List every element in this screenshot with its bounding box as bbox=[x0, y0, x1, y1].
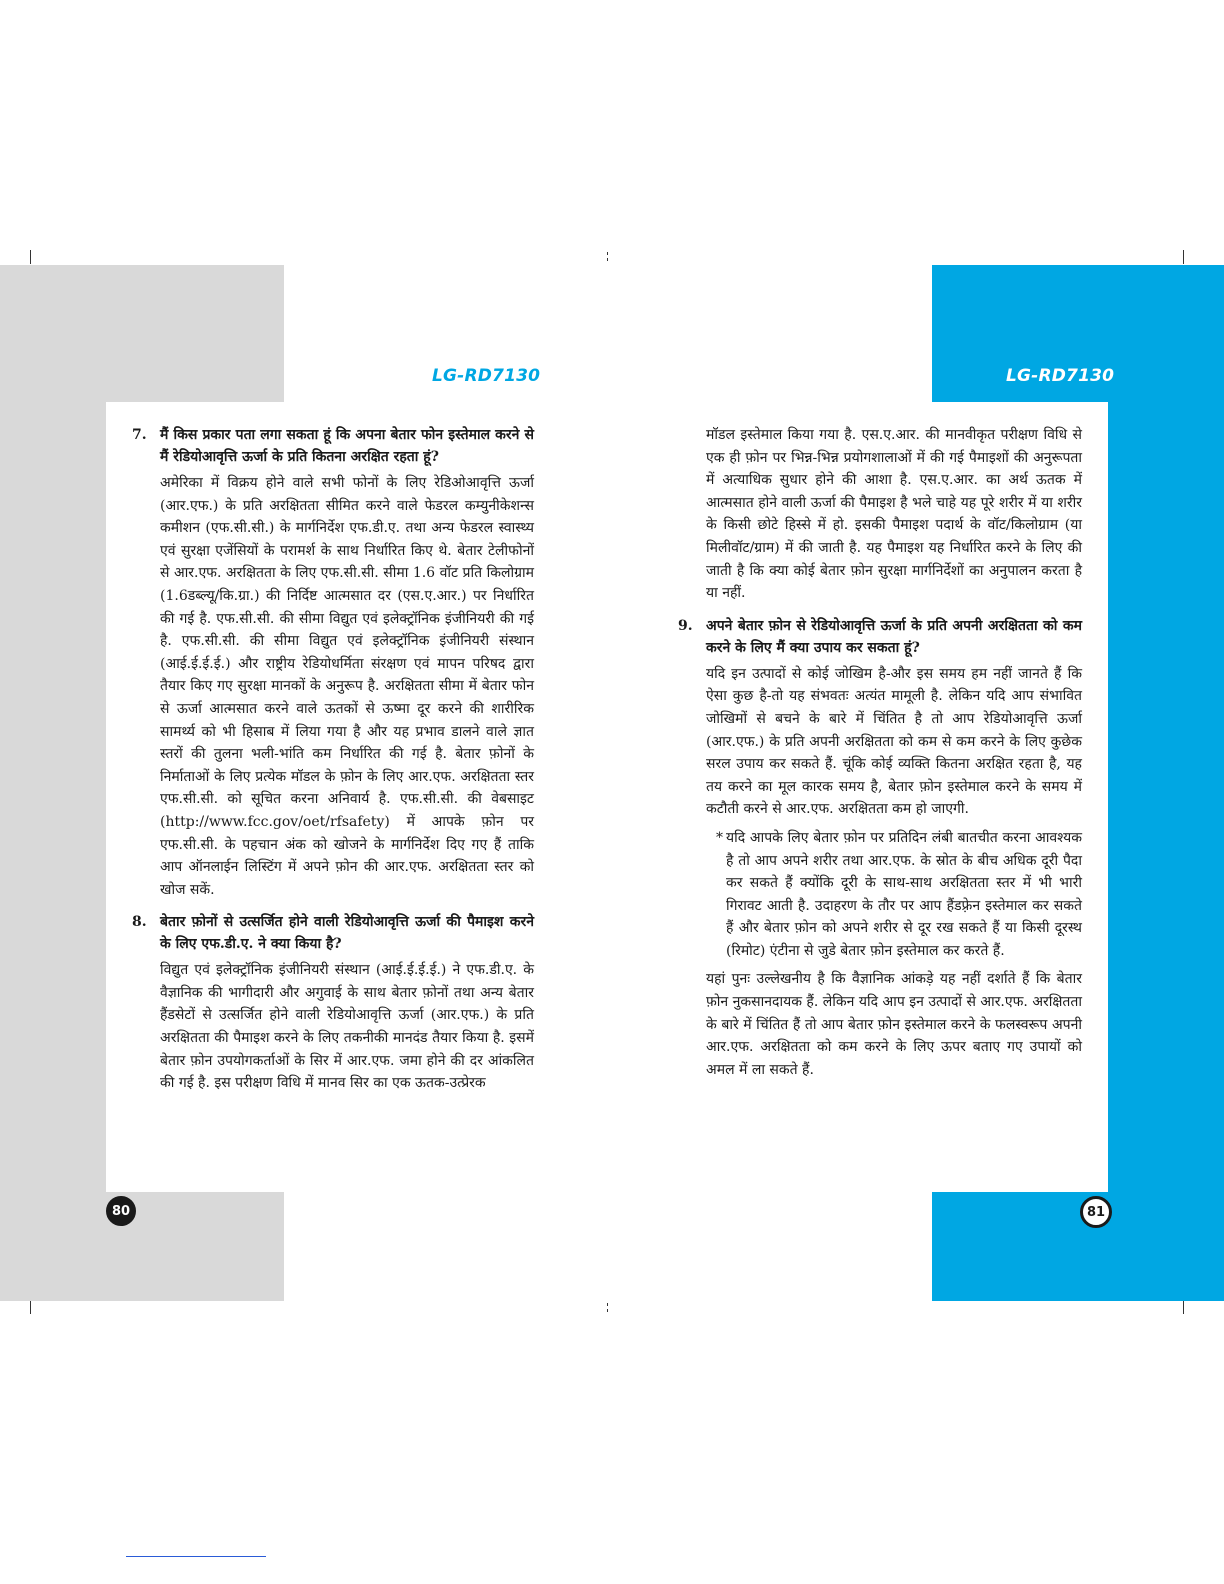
crop-mark bbox=[607, 258, 608, 261]
answer-8-continued: मॉडल इस्तेमाल किया गया है. एस.ए.आर. की मानवीकृत परीक्षण विधि से एक ही फ़ोन पर भिन्न-भिन्न प्रयोगशालाओं में की गई पैमाइशों की अनुरूपता में अत्याधिक सुधार होने की आशा है. एस.ए.आर. का अर्थ ऊतक में आत्मसात होने वाली ऊर्जा की पैमाइश है भले चाहे यह पूरे शरीर में या शरीर के किसी छोटे हिस्से में हो. इसकी पैमाइश पदार्थ के वॉट/किलोग्राम (या मिलीवॉट/ग्राम) में की जाती है. यह पैमाइश यह निर्धारित करने के लिए की जाती है कि क्या कोई बेतार फ़ोन सुरक्षा मार्गनिर्देशों का अनुपालन करता है या नहीं. bbox=[706, 427, 1082, 602]
right-page-content bbox=[676, 424, 1082, 1081]
crop-mark bbox=[607, 1309, 608, 1312]
bullet-mark: * bbox=[716, 829, 723, 846]
answer-8: विद्युत एवं इलेक्ट्रॉनिक इंजीनियरी संस्थान (आई.ई.ई.ई.) ने एफ.डी.ए. के वैज्ञानिक की भागीदारी और अगुवाई के साथ बेतार फ़ोनों तथा अन्य बेतार हैंडसेटों से उत्सर्जित होने वाली रेडियोआवृत्ति ऊर्जा (आर.एफ.) के प्रति अरक्षितता की पैमाइश करने के लिए तकनीकी मानदंड तैयार किया है. इसमें बेतार फ़ोन उपयोगकर्ताओं के सिर में आर.एफ. जमा होने की दर आंकलित की गई है. इस परीक्षण विधि में मानव सिर का एक ऊतक-उत्प्रेरक bbox=[160, 962, 534, 1092]
question-title: अपने बेतार फ़ोन से रेडियोआवृत्ति ऊर्जा के प्रति अपनी अरक्षितता को कम करने के लिए मैं क्या उपाय कर सकता हूं? bbox=[706, 617, 1082, 656]
question-title: मैं किस प्रकार पता लगा सकता हूं कि अपना बेतार फोन इस्तेमाल करने से मैं रेडियोआवृत्ति ऊर्जा के प्रति कितना अरक्षित रहता हूं? bbox=[160, 427, 534, 465]
crop-mark bbox=[1183, 1300, 1184, 1314]
crop-mark bbox=[1183, 250, 1184, 264]
crop-mark bbox=[30, 1300, 31, 1314]
left-page-content bbox=[130, 424, 534, 1095]
model-header-right: LG-RD7130 bbox=[1006, 366, 1115, 386]
bullet-text: यदि आपके लिए बेतार फ़ोन पर प्रतिदिन लंबी बातचीत करना आवश्यक है तो आप अपने शरीर तथा आर.एफ. के स्रोत के बीच अधिक दूरी पैदा कर सकते हैं क्योंकि दूरी के साथ-साथ अरक्षितता स्तर में भी भारी गिरावट आती है. उदाहरण के तौर पर आप हैंडफ़्रेन इस्तेमाल कर सकते हैं और बेतार फ़ोन को अपने शरीर से दूर रख सकते हैं या किसी दूरस्थ (रिमोट) एंटीना से जुडे बेतार फ़ोन इस्तेमाल कर करते हैं. bbox=[726, 829, 1082, 959]
crop-mark bbox=[607, 252, 608, 255]
answer-9: यदि इन उत्पादों से कोई जोखिम है-और इस समय हम नहीं जानते हैं कि ऐसा कुछ है-तो यह संभवतः अत्यंत मामूली है. लेकिन यदि आप संभावित जोखिमों से बचने के बारे में चिंतित है तो आप रेडियोआवृत्ति ऊर्जा (आर.एफ.) के प्रति अपनी अरक्षितता को कम से कम करने के लिए कुछेक सरल उपाय कर सकते हैं. चूंकि कोई व्यक्ति कितना अरक्षित रहता है, यह तय करने का मूल कारक समय है, बेतार फ़ोन इस्तेमाल करने के समय में कटौती करने से आर.एफ. अरक्षितता कम हो जाएगी. bbox=[706, 665, 1082, 818]
crop-mark bbox=[30, 250, 31, 264]
question-9 bbox=[676, 615, 1082, 659]
bottom-rule bbox=[126, 1556, 266, 1557]
question-7 bbox=[130, 424, 534, 468]
crop-mark bbox=[607, 1303, 608, 1306]
answer-7: अमेरिका में विक्रय होने वाले सभी फोनों के लिए रेडिओआवृत्ति ऊर्जा (आर.एफ.) के प्रति अरक्षितता सीमित करने वाले फेडरल कम्युनीकेशन्स कमीशन (एफ.सी.सी.) के मार्गनिर्देश एफ.डी.ए. तथा अन्य फेडरल स्वास्थ्य एवं सुरक्षा एजेंसियों के परामर्श के साथ निर्धारित किए थे. बेतार टेलीफोनों से आर.एफ. अरक्षितता के लिए एफ.सी.सी. सीमा 1.6 वॉट प्रति किलोग्राम (1.6डब्ल्यू/कि.ग्रा.) की निर्दिष्ट आत्मसात दर (एस.ए.आर.) पर निर्धारित की गई है. एफ.सी.सी. की सीमा विद्युत एवं इलेक्ट्रॉनिक इंजीनियरी की गई है. एफ.सी.सी. की सीमा विद्युत एवं इलेक्ट्रॉनिक इंजीनियरी संस्थान (आई.ई.ई.ई.) और राष्ट्रीय रेडियोधर्मिता संरक्षण एवं मापन परिषद द्वारा तैयार किए गए सुरक्षा मानकों के अनुरूप है. अरक्षितता सीमा में बेतार फोन से ऊर्जा आत्मसात करने वाले ऊतकों से ऊष्मा दूर करने की शारीरिक सामर्थ्य को भी हिसाब में लिया गया है और यह प्रभाव डालने वाले ज्ञात स्तरों की तुलना भली-भांति कम निर्धारित की गई है. बेतार फ़ोनों के निर्माताओं के लिए प्रत्येक मॉडल के फ़ोन के लिए आर.एफ. अरक्षितता स्तर एफ.सी.सी. को सूचित करना अनिवार्य है. एफ.सी.सी. की वेबसाइट (http://www.fcc.gov/oet/rfsafety) में आपके फ़ोन पर एफ.सी.सी. के पहचान अंक को खोजने के मार्गनिर्देश दिए गए हैं ताकि आप ऑनलाईन लिस्टिंग में अपने फ़ोन की आर.एफ. अरक्षितता स्तर को खोज सकें. bbox=[160, 475, 534, 898]
bullet-item bbox=[676, 827, 1082, 963]
page-number-left: 80 bbox=[106, 1196, 136, 1226]
model-header-left: LG-RD7130 bbox=[432, 366, 541, 386]
question-title: बेतार फ़ोनों से उत्सर्जित होने वाली रेडियोआवृत्ति ऊर्जा की पैमाइश करने के लिए एफ.डी.ए. ने क्या किया है? bbox=[160, 914, 534, 953]
question-8 bbox=[130, 911, 534, 955]
question-number: 9. bbox=[678, 617, 693, 634]
question-number: 7. bbox=[132, 427, 147, 443]
closing-paragraph: यहां पुनः उल्लेखनीय है कि वैज्ञानिक आंकड़े यह नहीं दर्शाते हैं कि बेतार फ़ोन नुकसानदायक हैं. लेकिन यदि आप इन उत्पादों से आर.एफ. अरक्षितता के बारे में चिंतित हैं तो आप बेतार फ़ोन इस्तेमाल करने के फलस्वरूप अपनी आर.एफ. अरक्षितता को कम करने के लिए ऊपर बताए गए उपायों को अमल में ला सकते हैं. bbox=[706, 971, 1082, 1078]
page-number-right: 81 bbox=[1080, 1196, 1112, 1228]
question-number: 8. bbox=[132, 914, 147, 931]
